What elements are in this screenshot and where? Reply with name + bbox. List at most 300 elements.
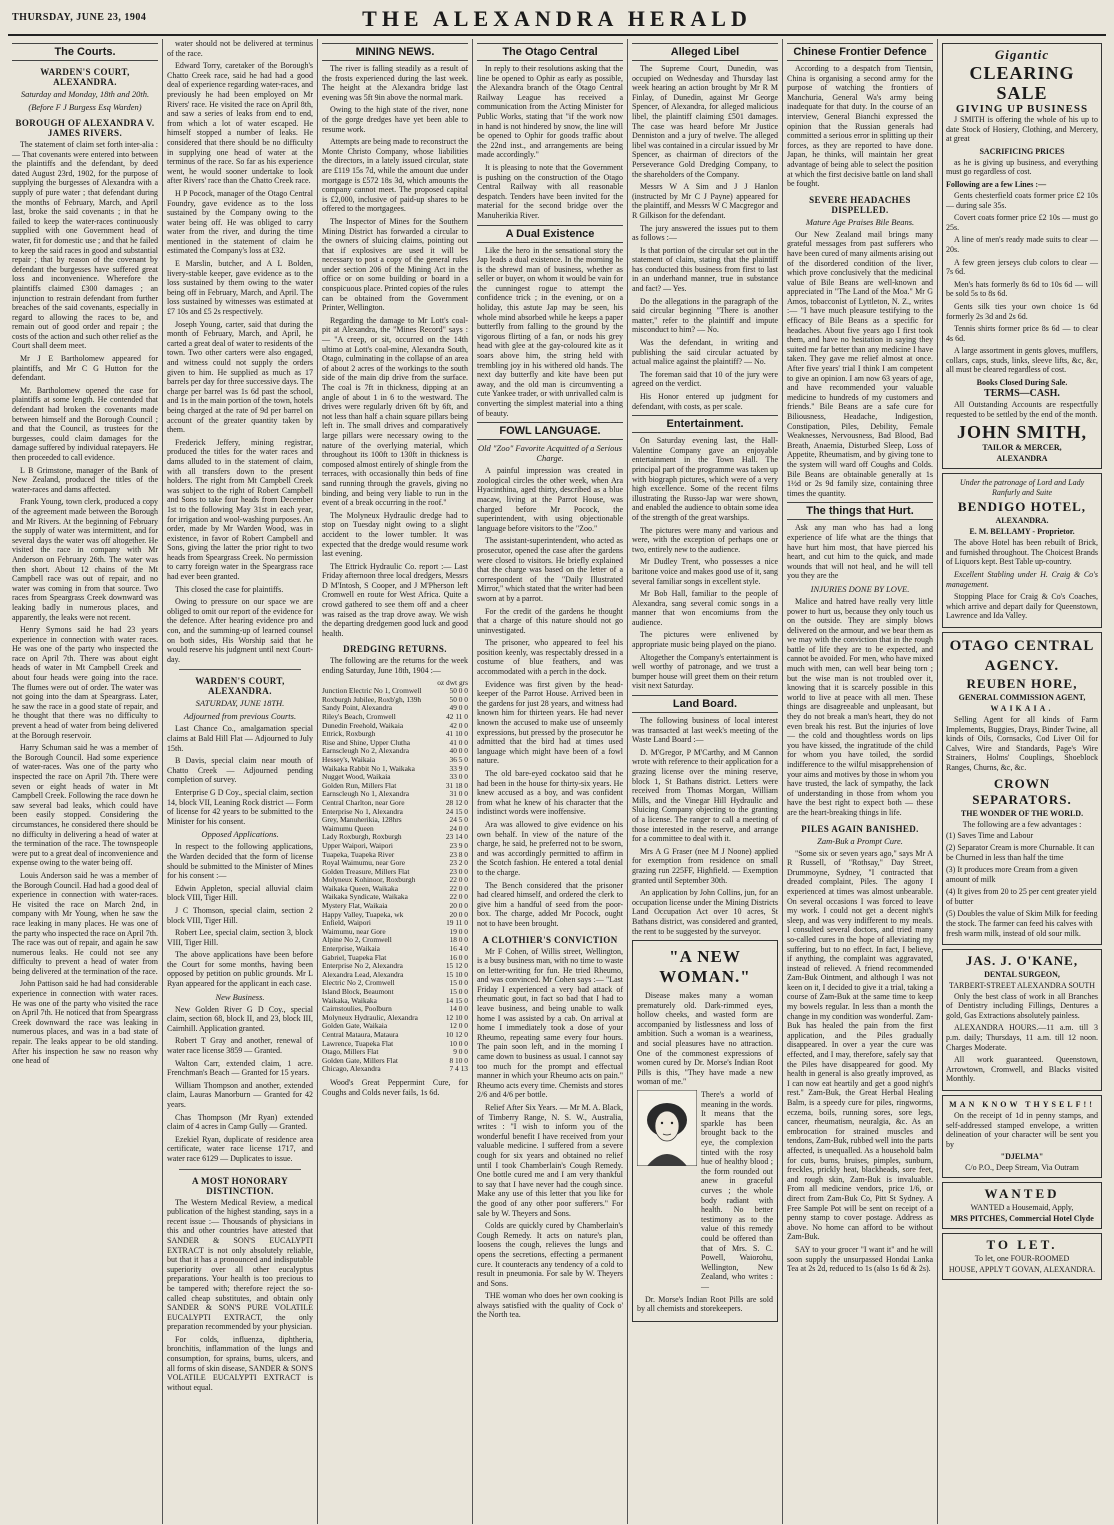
dredge-return: 10 12 0 [445,1030,468,1039]
article-paragraph: Do the allegations in the paragraph of the said circular beginning "There is another matter," refer to the plaintiff and impute misconduct to him? — No. [632,296,778,335]
table-row [322,1040,468,1049]
ad-paragraph: Only the best class of work in all Branches of Dentistry including Fillings, Dentures a gold, Gas Extractions absolutely painless. [946,991,1098,1020]
otago-central-agency-advertisement [942,632,1102,945]
table-row [322,971,468,980]
wardens-court-heading: WARDEN'S COURT, ALEXANDRA. [195,676,285,697]
table-row [322,825,468,834]
table-row [322,876,468,885]
dredge-return: 20 0 0 [449,910,468,919]
dredge-name: Gabriel, Tuapeka Flat [322,953,387,962]
article-paragraph: Mr. Bartholomew opened the case for plaintiffs at some length. He contended that defendant had broken the covenants made between himself and the Borough Council ; and that the Council, as trustees for the burgesses, could claim damages for the damage suffered by individual ratepayers. He then proceeded to call evidence. [12,385,158,462]
column-otago-central [473,39,628,1524]
article-paragraph: Harry Schuman said he was a member of the Borough Council. Had some experience of water-races. Was one of the party who inspected the race on April 7th. There were seven or eight heads of water in Mt Campbell Creek. Following the race down he saw several bad leaks, which could have been easily stopped. Considering the circumstances, he considered there should be no difficulty in delivering a head of water at the termination of the race. The townspeople were put to a great deal of inconvenience and expense owing to the water being off. [12,743,158,868]
ad-body [637,1090,773,1294]
article-paragraph: A painful impression was created in zoological circles the other week, when Ara Hyacinthina, aged thirty, described as a blue macaw, living at the Parrot House, was charged before Mr Pocock, the superintendent, with using objectionable language before visitors to the "Zoo." [477,466,623,533]
new-woman-title: "A NEW WOMAN." [659,947,751,987]
dredge-return: 16 4 0 [449,945,468,954]
dredge-return: 42 0 0 [449,721,468,730]
dredge-return: 19 11 0 [446,919,468,928]
dredge-name: Mystery Flat, Waikaia [322,902,388,911]
divider [179,669,301,670]
table-row [322,1022,468,1031]
article-paragraph: Owing to the high state of the river, none of the gorge dredges have yet been able to resume work. [322,105,468,134]
article-paragraph: Mr F Cohen, of Willis street, Wellington, is a busy business man, with no time to waste on letter-writing for fun. He tried Rheumo, and was convinced. Mr Cohen says :— "Last Friday I experienced a very bad attack of rheumatic gout, in fact so bad that I had to leave business, and being unable to walk home I was assisted by a cab. On arrival at home I immediately took a dose of your Rheumo, repeating same every four hours. The pain soon left, and in the morning I came down to business as usual. I cannot say too much for the prompt and effectual manner in which your Rheumo acts on pain." Rheumo acts every time. Chemists and stores 2/6 and 4/6 per bottle. [477,946,623,1100]
bendigo-hotel-advertisement [942,473,1102,628]
dredge-name: Alpine No 2, Cromwell [322,936,392,945]
dredge-name: Rise and Shine, Upper Clutha [322,738,411,747]
article-paragraph: E Marslin, butcher, and A L Bolden, livery-stable keeper, gave evidence as to the loss sustained by them owing to the water being off in February, March, and April. The loss sustained by witnesses was estimated at £7 10s and £5 2s respectively. [167,259,313,317]
to-let-line-1: To let, one FOUR-ROOMED [974,1254,1070,1264]
dredge-name: Junction Electric No 1, Cromwell [322,687,422,696]
table-row [322,945,468,954]
dredge-return: 33 9 0 [449,764,468,773]
dredge-name: Golden Gate, Millers Flat [322,1056,398,1065]
table-row [322,756,468,765]
article-paragraph: Joseph Young, carter, said that during the month of February, March, and April, he carted a great deal of water to residents of the town. Two other carters were also engaged, and witness could not supply the orders given to him. He supplied as much as 17 barrels per day for three successive days. The charge per barrel was 1s 6d past the school, and 1s in the main portion of the town, hotels being charged at the rate of 9d per barrel on account of the greater quantity taken by them. [167,319,313,435]
table-row [322,808,468,817]
dredge-name: Cairnstoulies, Poolburn [322,1005,392,1014]
ad-paragraph: Selling Agent for all kinds of Farm Implements, Buggies, Drays, Binder Twine, all kinds of Oils, Cornsacks, Cod Liver Oil for Calves, Wire and Standards, Page's Wire Strainers, Holms' Couplings, Shoeblock Ranges, Churns, &c, &c. [946,715,1098,772]
to-let-line-2: HOUSE, APPLY T GOVAN, ALEXANDRA. [948,1265,1096,1275]
dredge-return: 23 2 0 [449,859,468,868]
dredge-return: 36 5 0 [449,755,468,764]
article-paragraph: This closed the case for plaintiffs. [175,584,284,594]
column-courts [8,39,163,1524]
table-row [322,962,468,971]
table-row [322,696,468,705]
column-advertisements [938,39,1106,1524]
article-paragraph: Henry Symons said he had 23 years experience in connection with water races. He was one of the party who inspected the race on April 7th. There was about eight heads of water in Mt Campbell Creek and about four heads were going into the race. The flumes were out of order. The water was not going into the dam at Speargrass. Later, he saw the race in a good state of repair, and he thought that there was no difficulty to prevent a head of water from being delivered at the Borough reservoir. [12,625,158,740]
dredge-name: Central Mataura, Mataura [322,1030,399,1039]
things-that-hurt-heading: The things that Hurt. [787,502,933,520]
article-paragraph: Evidence was first given by the head-keeper of the Parrot House. Arrived been in the gardens for just 28 years, and witness had known him for thirteen years. He had never known the accused to make use of unseemly expressions, but pressed by the prosecutor he admitted that the bird had at times used language which might have been of a fowl nature. [477,679,623,766]
dredge-name: Enfield, Waipori [322,919,371,928]
peppermint-cure-ad: Wood's Great Peppermint Cure, for Coughs and Colds never fails, 1s 6d. [322,1077,468,1097]
article-paragraph: The Inspector of Mines for the Southern Mining District has forwarded a circular to the owners of sluicing claims, pointing out that if explosives are used it will be necessary to post a copy of the general rules under section 206 of the Mining Act in the office or on some building or board in a conspicuous place. Printed copies of the rules can be obtained from the Government Printer, Wellington. [322,216,468,313]
article-paragraph: The assistant-superintendent, who acted as prosecutor, opened the case after the gardens were closed to visitors. He briefly explained that the charge was based on the letter of a correspondent of the "Daily Illustrated Mirror," which stated that the writer had been sworn at by a parrot. [477,536,624,603]
dredge-return: 12 0 0 [449,1022,468,1031]
column-chinese-frontier [783,39,938,1524]
dredge-name: Tuapeka, Tuapeka River [322,850,395,859]
books-closed: Books Closed During Sale. [976,378,1068,388]
article-paragraph: Ezekiel Ryan, duplicate of residence area certificate, water race license 1717, and water race 6129 — Duplicates to issue. [167,1134,313,1163]
article-paragraph: The Ettrick Hydraulic Co. report :— Last Friday afternoon three local dredgers, Messrs D M'Intosh, S Cooper, and J M'Pherson left Cromwell en route for West Africa. Quite a crowd gathered to see them off and a cheer was raised as the trap drove away. We wish the departing dredgemen good luck and good health. [322,561,468,638]
table-row [322,893,468,902]
waikaia-label: WAIKAIA. [990,704,1054,713]
table-row [322,739,468,748]
table-row [322,988,468,997]
article-paragraph: Like the hero in the sensational story the Jap leads a dual existence. In the morning he is the shrewd man of business, whether as seller or buyer, on whom it would be vain for the cunningest rogue to attempt the confidence trick ; in the evening, or on a holiday, this astute Jap may be seen, his whole mind absorbed while he keeps a paper butterfly from falling to the ground by the vigorous flirting of a fan, or nods his grey head with glee at the gay-coloured kite as it soars above him, the string held with trembling joy in his withered old hands. The next day butterfly and kite have been put away, and the old man is circumventing a cute Yankee trader, or with unrivalled calm is converting the simplest material into a thing of beauty. [477,245,623,418]
table-row [322,885,468,894]
ad-paragraph: All Outstanding Accounts are respectfully requested to be settled by the end of the month. [946,400,1098,419]
article-paragraph: For the credit of the gardens he thought that a charge of this nature should not go uninvestigated. [477,606,623,635]
dredge-return: 23 8 0 [449,850,468,859]
dredge-return: 22 0 0 [449,893,468,902]
courts-subheading: WARDEN'S COURT, ALEXANDRA. [40,67,130,87]
table-row [322,1014,468,1023]
table-row [322,842,468,851]
dredge-name: Golden Treasure, Millers Flat [322,867,410,876]
table-row [322,911,468,920]
article-paragraph: SAY to your grocer "I want it" and he will soon supply the unsurpassed Hondai Lanka Tea at 2s 2d, reduced to 1s (also 1s 6d & 2s). [787,1244,933,1274]
dredge-name: Enterprise No 2, Alexandra [322,962,403,971]
article-paragraph: water should not be delivered at terminus of the race. [167,39,313,58]
dredge-return: 9 0 0 [453,1048,468,1057]
dredge-name: Molyneux Hydraulic, Alexandra [322,1013,418,1022]
injuries-by-love-subheading: INJURIES DONE BY LOVE. [810,583,910,594]
dredge-name: Earnscleugh No 1, Alexandra [322,790,410,799]
article-paragraph: New Golden River G D Coy., special claim, section 68, block II, and 23, block III, Cairnhill. Application granted. [167,1004,313,1033]
entertainment-heading: Entertainment. [632,415,778,433]
masthead [8,4,1106,36]
dredge-return: 50 0 0 [449,695,468,704]
djelma-name: "DJELMA" [1000,1152,1044,1162]
article-paragraph: Mr J E Bartholomew appeared for plaintiffs, and Mr C G Hutton for the defendant. [12,354,158,383]
advantage-item: (2) Separator Cream is more Churnable. It can be Churned in less than half the time [946,842,1095,862]
dredge-return: 41 10 0 [445,730,468,739]
alleged-libel-heading: Alleged Libel [632,43,778,61]
article-paragraph: D. M'Gregor, P M'Carthy, and M Cannon wrote with reference to their application for a grazing license over the mining reserve, block 1, St Bathans district. Letters were received from Thomas Morgan, William Mills, and the Vinegar Hill Hydraulic and Sluicing Company objecting to the granting of a license. The ranger to call a meeting of those interested in the reserve, and arrange for a committee to deal with it. [632,747,778,844]
dredge-return: 31 18 0 [445,781,468,790]
dredge-name: Waikaka Queen, Waikaka [322,884,399,893]
table-row [322,799,468,808]
article-paragraph: Mrs A G Fraser (nee M J Noone) applied for exemption from residence on small grazing run 225FF, Highfield. — Exemption granted until September 30th. [632,846,778,885]
article-paragraph: THE woman who does her own cooking is always satisfied with the quality of Cock o' the North tea. [477,1291,623,1320]
article-paragraph: Colds are quickly cured by Chamberlain's Cough Remedy. It acts on nature's plan, loosens the cough, relieves the lungs and opens the secretions, effecting a permanent cure. It counteracts any tendency of a cold to result in pneumonia. For sale by W. Theyers and Sons. [477,1221,623,1288]
issue-date: THURSDAY, JUNE 23, 1904 [12,12,147,23]
article-paragraph: Messrs W A Sim and J J Hanlon (instructed by Mr C J Payne) appeared for the plaintiff, and Messrs W C Macgregor and R Gilkison for the defendant. [632,182,778,220]
ad-paragraph: J SMITH is offering the whole of his up to date Stock of Hosiery, Clothing, and Mercery, at great [946,115,1098,144]
dredge-return: 15 0 0 [449,988,468,996]
article-paragraph: Mr Dudley Trent, who possesses a nice baritone voice and makes good use of it, sang several familiar songs in excellent style. [632,557,778,586]
article-paragraph: H P Pocock, manager of the Otago Central Foundry, gave evidence as to the loss sustained by the Company owing to the water being off. He was obliged to carry water from the river, and during the time mentioned in the statement of claim he estimated the Company's loss at £32. [167,188,313,256]
table-row [322,979,468,988]
dredge-name: Waikaka Rabbit No 1, Waikaka [322,764,415,773]
article-paragraph: The pictures were many and various and were, with the exception of perhaps one or two, entirely new to the audience. [632,525,778,554]
dredge-name: Grey, Manuherikia, 128hrs [322,816,402,825]
advantage-item: (3) It produces more Cream from a given amount of milk [946,864,1078,884]
table-row [322,954,468,963]
dredge-name: Nugget Wood, Waikaia [322,773,391,782]
table-row [322,859,468,868]
piles-subheading: Zam-Buk a Prompt Cure. [817,835,903,846]
john-smith-name: JOHN SMITH, [956,422,1087,443]
table-row [322,730,468,739]
dredge-return: 12 10 0 [445,1013,468,1022]
ad-paragraph: Stopping Place for Craig & Co's Coaches, which arrive and depart daily for Queenstown, Lawrence and Ida Valley. [946,592,1098,621]
article-paragraph: Relief After Six Years. — Mr M. A. Black, of Timberry Range, N. S. W., Australia, writes : "I wish to inform you of the wonderful benefit I have received from your valuable medicine. I suffered from a severe cough for six years and obtained no relief until I took Chamberlain's Cough Remedy. One bottle cured me and I am very thankful to say that I have never had the cough since. Make any use of this letter that you like for the good of any other poor sufferers." For sale by W. Theyers and Sons. [477,1103,623,1218]
new-business-heading: New Business. [215,991,265,1002]
dredge-return: 15 0 0 [449,979,468,988]
article-paragraph: Our New Zealand mail brings many grateful messages from past sufferers who have been cured of many ailments arising out of the disordered condition of the liver, which prove conclusively that the medicinal value of Bile Beans are well-known and appreciated in "The Land of the Moa." Mr G Amos, tobacconist of Lyttleton, N. Z., writes :— "I have much pleasure testifying to the efficacy of Bile Beans as a specific for headaches. About five years ago I first took them, and have no hesitation in saying they suited me far better than any medicine I have taken. They gave me relief almost at once. After five years' trial I think I am competent to give an opinion. I am now 63 years of age, and have recommended your valuable medicine to hundreds of my customers and friends." Bile Beans are a safe cure for Biliousness, Headache, Indigestion, Constipation, Piles, Debility, Female Weaknesses, Nervousness, Bad Blood, Bad Breath, Anaemia, Disturbed Sleep, Loss of Appetite, Rheumatism, and by giving tone to the system will ward off Coughs and Colds. Bile Beans are obtainable generally at 1s 1½d or 2s 9d family size, containing three times the quantity. [787,229,933,498]
ad-paragraph: as he is giving up business, and everything must go regardless of cost. [946,157,1098,177]
dredge-return: 16 0 0 [449,953,468,962]
sale-line: Gents chesterfield coats former price £2 10s — during sale 35s. [946,190,1098,210]
dredging-returns-table [322,679,468,1074]
table-row [322,936,468,945]
dredge-name: Sandy Point, Alexandra [322,704,392,713]
article-paragraph: John Pattison said he had had considerable experience in connection with water races. He was one of the party who visited the race on April 7th. He noticed that from Speargrass Creek downward the race was leaking in numerous places, and was in a bad state of repair. The leaks appear to be old standing. After his inspection he saw no reason why one head of [12,979,158,1066]
table-row [322,747,468,756]
table-row [322,997,468,1006]
ad-paragraph: Dr. Morse's Indian Root Pills are sold by all chemists and storekeepers. [637,1294,773,1314]
commission-agent: GENERAL COMMISSION AGENT, [958,693,1086,702]
wanted-advertisement [942,1182,1102,1229]
wardens-court-date: SATURDAY, JUNE 18TH. [195,698,285,709]
article-paragraph: The Molyneux Hydraulic dredge had to stop on Tuesday night owing to a slight accident to the lower tumbler. It was expected that the dredge would resume work last evening. [322,510,468,559]
dredge-name: Royal Waimumu, near Gore [322,859,406,868]
know-thyself-advertisement [942,1095,1102,1178]
smith-town: ALEXANDRA [996,454,1048,464]
column-mining-news [318,39,473,1524]
fowl-language-heading: FOWL LANGUAGE. [477,422,623,440]
article-paragraph: Owing to pressure on our space we are obliged to omit our report of the evidence for the defence. After hearing evidence pro and con, and the summing-up of learned counsel on both sides, His Worship said that he would reserve his judgment until next Court-day. [167,597,313,664]
table-row [322,790,468,799]
table-row [322,1048,468,1057]
dredge-name: Island Block, Beaumont [322,988,394,996]
table-row [322,868,468,877]
pitches-name: MRS PITCHES, Commercial Hotel Clyde [950,1214,1094,1224]
chinese-frontier-heading: Chinese Frontier Defence [787,43,933,61]
table-row [322,713,468,722]
know-thyself-title: MAN KNOW THYSELF!! [949,1099,1095,1109]
wonder-of-world: THE WONDER OF THE WORLD. [960,808,1084,818]
article-paragraph: Altogether the Company's entertainment is well worthy of patronage, and we trust a bumper house will greet them on their return visit next Saturday. [632,652,778,691]
wardens-court-note: Adjourned from previous Courts. [183,711,297,722]
article-paragraph: Edward Torry, caretaker of the Borough's Chatto Creek race, said he had had a good deal of experience regarding water-races, and previously he had been employed on Mr Rivers' race. He visited the race on April 8th, and saw a series of leaks from end to end, from which a lot of water escaped. He himself stopped a number of leaks. He considered that there should be no difficulty in supplying one head of water at the terminus of the race. So far as his experience went, he would sooner undertake to look after Rivers' race than the Chatto Creek race. [167,61,313,186]
dredge-return: 20 0 0 [449,902,468,911]
dredge-return: 49 0 0 [449,704,468,713]
new-woman-advertisement [632,940,778,1322]
reuben-hore-name: REUBEN HORE, [966,676,1078,691]
dredge-name: Hessey's, Waikaia [322,755,376,764]
article-paragraph: The old bare-eyed cockatoo said that he had been in the house for thirty-six years. He knew accused as a boy, and was confident from what he knew of his character that the indistinct words were inoffensive. [477,769,623,817]
dredge-name: Enterprise, Waikaia [322,945,380,954]
table-row [322,704,468,713]
to-let-advertisement [942,1233,1102,1280]
dredge-name: Waimumu, near Gore [322,927,386,936]
table-row [322,1065,468,1074]
ad-paragraph: All work guaranteed. Queenstown, Arrowtown, Cromwell, and Blacks visited Monthly. [946,1055,1098,1084]
okane-street: TARBERT-STREET ALEXANDRA SOUTH [949,980,1095,990]
column-courts-continued [163,39,318,1524]
dredge-return: 28 12 0 [445,798,468,807]
article-paragraph: Frederick Jeffery, mining registrar, produced the titles for the water races and dams alluded to in the statement of claim, with all transfers down to the present holders. The right from Mt Campbell Creek was subject to the right of Robert Campbell and Sons to take four heads from December 1st to the following May 31st in each year, for irrigation and wool-washing purposes. An order, made by Mr Warden Wood, was in existence, in favor of Robert Campbell and Sons, giving the latter the prior right to two heads from Speargrass Creek. No permission to carry foreign water in the Speargrass race had ever been granted. [167,437,313,582]
dredge-return: 33 0 0 [449,773,468,782]
dredge-return: 41 0 0 [449,738,468,747]
article-paragraph: In respect to the following applications, the Warden decided that the form of license should be submitted to the Minister of Mines for his consent :— [167,842,313,881]
dredge-return: 40 0 0 [449,747,468,756]
courts-heading: The Courts. [12,43,158,61]
sale-line: A line of men's ready made suits to clear — 20s. [946,235,1098,254]
table-row [322,687,468,696]
sacrificing-prices: SACRIFICING PRICES [979,146,1065,156]
bellamy-proprietor: E. M. BELLAMY - Proprietor. [969,527,1075,537]
ad-paragraph: Disease makes many a woman prematurely old. Dark-rimmed eyes, hollow cheeks, and wasted form are accompanied by listlessness and loss of ambition. Such a woman is a weariness, and social pleasures have no attraction. One of the commonest expressions of women cured by Dr. Morse's Indian Root Pills is this, "They have made a new woman of me." [637,991,773,1087]
article-paragraph: Malice and hatred have really very little power to hurt us, because they only touch us on the outside. They are simply blows delivered on the armour, and we bear them as we may with the conviction that in the rough battle of life they are to be expected, and cannot be avoided. For men, who have mixed much with men, can well bear being torn ; but the wise man is not troubled over it, knowing that it is scarcely possible in this world to live at peace with all men. These things are disagreeable and unpleasant, but they do not break a man's heart, they do not even break his rest. But the injuries of love — the cold and thoughtless words on lips you have kissed, the ingratitude of the child for whom you have toiled, the sordid indifference to the wilful misapprehension of your aims and motives by those in whom you have trusted, the lack of sympathy, the lack of understanding in those from whom you have the best right to expect both — these are the heart-breaking things in life. [787,596,933,817]
clothiers-conviction-heading: A CLOTHIER'S CONVICTION [482,934,618,945]
sale-line: Tennis shirts former price 8s 6d — to clear 4s 6d. [946,324,1098,343]
woman-portrait-image [637,1090,697,1166]
headaches-heading: SEVERE HEADACHES DISPELLED. [809,194,911,215]
giving-up-business: GIVING UP BUSINESS [955,103,1089,115]
dredge-return: 22 0 0 [449,884,468,893]
table-row [322,851,468,860]
gigantic-label: Gigantic [994,47,1050,62]
article-paragraph: The foreman said that 10 of the jury were agreed on the verdict. [632,369,778,389]
following-lines: Following are a few Lines :— [946,179,1047,189]
columns [8,39,1106,1524]
land-board-heading: Land Board. [632,695,778,713]
column-alleged-libel [628,39,783,1524]
article-paragraph: The Bench considered that the prisoner had cleared himself, and ordered the clerk to give him a handful of seed from the poor-box. The charge, added Mr Pocock, ought not to have been brought. [477,880,623,928]
opposed-applications-heading: Opposed Applications. [201,829,279,840]
article-paragraph: Robert T Gray and another, renewal of water race license 3859 — Granted. [167,1036,313,1056]
dredge-return: 50 0 0 [449,687,468,696]
clearing-sale-title: CLEARING SALE [969,63,1075,103]
fowl-language-subheading: Old "Zoo" Favorite Acquitted of a Serious Charge. [478,443,622,464]
table-row [322,773,468,782]
article-paragraph: The jury answered the issues put to them as follows :— [632,223,778,243]
dredge-return: 31 0 0 [449,790,468,799]
dredge-name: Happy Valley, Tuapeka, wk [322,910,404,919]
advantages-intro: The following are a few advantages : [962,819,1082,829]
article-paragraph: William Thompson and another, extended claim, Lauras Manorburn — Granted for 42 years. [167,1080,313,1109]
dredge-return: 19 0 0 [449,927,468,936]
article-paragraph: Chas Thompson (Mr Ryan) extended claim of 4 acres in Camp Gully — Granted. [167,1112,313,1132]
article-paragraph: L B Grimstone, manager of the Bank of New Zealand, produced the titles of the water-races and dams affected. [12,465,158,494]
terms-cash: TERMS—CASH. [984,388,1060,400]
otago-agency-title: OTAGO CENTRAL AGENCY. [949,638,1095,674]
dredge-name: Molyneux Kohinoor, Roxburgh [322,876,416,885]
ad-paragraph: Excellent Stabling under H. Craig & Co's management. [946,570,1098,589]
ad-paragraph: ALEXANDRA HOURS.—11 a.m. till 3 p.m. daily; Thursdays, 11 a.m. till 12 noon. Charges Moderate. [946,1023,1098,1052]
dredge-name: Upper Waipori, Waipori [322,841,393,850]
ad-paragraph: On the receipt of 1d in penny stamps, and self-addressed stamped envelope, a written delineation of your character will be sent you by [946,1110,1098,1149]
article-paragraph: Louis Anderson said he was a member of the Borough Council. Had had a good deal of experience in connection with water-races. He visited the race on March 2nd, in company with Mr Young, when he saw the race leaking in many places. He was one of the party who inspected the race on April 7th. The race was out of repair, and again he saw numerous leaks. He could not see any difficulty to prevent a head of water from being delivered at the termination of the race. [12,870,158,976]
article-paragraph: J C Thomson, special claim, section 2 block VIII, Tiger Hill. [167,905,313,925]
honorary-distinction-heading: A MOST HONORARY DISTINCTION. [191,1175,289,1196]
article-paragraph: Mr Bob Hall, familiar to the people of Alexandra, sang several comic songs in a manner that won encomiums from the audience. [632,589,778,627]
advantage-item: (5) Doubles the value of Skim Milk for feeding the stock. The farmer can feed his calves with fresh warm milk, instead of old sour milk. [946,908,1098,938]
dredge-return: 42 11 0 [446,713,468,721]
dredge-name: Dunedin Freehold, Waikaia [322,721,404,730]
article-paragraph: The river is falling steadily as a result of the frosts experienced during the last week. The height at the Alexandra bridge last evening was 5ft 9in above the normal mark. [322,64,468,102]
dredge-return: 15 10 0 [445,970,468,979]
dredge-return: 14 0 0 [449,1005,468,1014]
table-row [322,765,468,774]
sale-line: A few green jerseys club colors to clear — 7s 6d. [946,257,1098,277]
dredge-name: Ettrick, Roxburgh [322,730,376,739]
article-paragraph: Last Chance Co., amalgamation special claims at Bald Hill Flat — Adjourned to July 15th. [167,724,313,753]
dredging-returns-intro: The following are the returns for the week ending Saturday, June 18th, 1904 :— [322,656,468,676]
dredge-return: 15 12 0 [445,962,468,971]
dredge-name: Otago, Millers Flat [322,1048,379,1057]
table-row [322,928,468,937]
table-row [322,1031,468,1040]
dredge-return: 7 4 13 [449,1065,468,1074]
mining-news-heading: MINING NEWS. [322,43,468,61]
dredge-name: Lady Roxburgh, Roxburgh [322,833,402,842]
article-paragraph: Ara was allowed to give evidence on his own behalf. In view of the nature of the charge, he said, he preferred not to be sworn, and was accordingly permitted to affirm in the Scotch fashion. He entered a total denial to the charge. [477,819,623,877]
dredge-name: Waikaka Syndicate, Waikaka [322,893,408,902]
dentist-advertisement [942,949,1102,1091]
article-paragraph: The statement of claim set forth inter-alia :— That covenants were entered into between the plaintiffs and the defendant, by deed dated August 23rd, 1902, for the purpose of supplying the burgesses of Alexandra with a supply of pure water ; that defendant during the months of February, March, and April last, broke the said covenants ; in that he failed to keep the water-races continuously supplied with one Government head of water, fit for domestic use ; and that he failed to keep the said races in good and substantial repair ; that by reason of the covenant by defendant the burgesses have suffered great loss and inconvenience. Wherefore the plaintiffs claimed £300 damages ; an injunction to restrain defendant from further breaches of the said covenants, especially in regard to allowing the races to be, and remain out of good order and repair ; the costs of the action and such other relief as the Court shall deem meet. [12,140,158,351]
article-paragraph: The following business of local interest was transacted at last week's meeting of the Waste Land Board :— [632,716,778,745]
wanted-text: WANTED a Housemaid, Apply, [970,1203,1074,1213]
clearing-sale-advertisement [942,43,1102,469]
dredge-return: 8 10 0 [449,1056,468,1065]
table-row [322,833,468,842]
dredge-return: 23 0 0 [449,867,468,876]
djelma-address: C/o P.O., Deep Stream, Via Outram [965,1163,1079,1173]
article-paragraph: His Honor entered up judgment for defendant, with costs, as per scale. [632,392,778,411]
table-row [322,722,468,731]
wanted-title: WANTED [984,1186,1060,1202]
dredge-return: 24 5 0 [449,816,468,825]
article-paragraph: The Western Medical Review, a medical publication of the highest standing, says in a recent issue :— Thousands of physicians in this and other countries have attested that SANDER & SON'S EUCALYPTI EXTRACT is not only absolutely reliable, but that it has a pronounced and indisputable superiority over all other eucalyptus preparations. Your health is too precious to be tampered with; therefore reject the so-called cheap substitutes, and obtain only SANDER & SON'S PURE VOLATILE EUCALYPTI EXTRACT, the only preparation recommended by your physician. [167,1197,313,1332]
article-paragraph: B Davis, special claim near mouth of Chatto Creek — Adjourned pending completion of survey. [167,756,313,785]
article-paragraph: "Some six or seven years ago," says Mr A R Russell, of "Rothsay," Day Street, Drummoyne, Sydney, "I contracted that dreaded complaint, Piles. The agony I experienced at times was almost unbearable. On several occasions I was forced to leave my work. I could not get a decent night's sleep, and was very indifferent to my meals. I consulted several doctors, and tried many so-called cures in the hope of alleviating my suffering, but to no effect. In fact, I believe, if anything, the complaint was aggravated, instead of relieved. A friend recommended Zam-Buk Ointment, and although I was not keen on it, I decided to give it a trial, taking a course of Zam-Buk at the same time to keep my bowels regular. In less than a month the change in my condition was wonderful. Zam-Buk has healed the pain from the first application, and the Piles gradually disappeared. In over a year the cure was effected, and I may, therefore, safely say that the Piles have disappeared for good. My health in general is also greatly improved, as I can now eat heartily and get a good night's rest." Zam-Buk, the Great Herbal Healing Balm, is a speedy cure for piles, ringworms, eczema, boils, running sores, sore legs, cancer, rheumatism, neuralgia, &c. As an embrocation for strained muscles and tendons, Zam-Buk, rubbed well into the parts affected, is unequalled. As a household balm for cuts, burns, bruises, pimples, sunburn, freckles, prickly heat, blackheads, sore feet, and rough skin, Zam-Buk is invaluable. From all medicine vendors, price 1/6, or direct from Zam-Buk Co, Pitt St Sydney. A Free Sample Pot will be sent on receipt of a penny stamp to cover postage. Address as above. No home can afford to be without Zam-Buk. [787,848,933,1242]
okane-name: JAS. J. O'KANE, [965,952,1079,968]
crown-separators-title: CROWN SEPARATORS. [972,775,1072,807]
dredge-name: Central Charlton, near Gore [322,798,405,807]
article-paragraph: The above applications have been before the Court for some months, having been opposed by petition on public grounds. Mr L Ryan appeared for the applicant in each case. [167,950,313,989]
article-paragraph: Robert Lee, special claim, section 3, block VIII, Tiger Hill. [167,928,313,947]
newspaper-title: THE ALEXANDRA HERALD [362,6,752,31]
dredge-name: Alexandra Lead, Alexandra [322,970,404,979]
dredge-return: 23 14 0 [445,833,468,842]
sale-line: A large assortment in gents gloves, mufflers, collars, caps, studs, links, sleeve lifts, &c, &c, all must be cleared regardless of cost. [946,346,1098,375]
ad-paragraph: There's a world of meaning in the words. It means that the sparkle has been brought back to the eye, the complexion tinted with the rosy hue of healthy blood ; the form rounded out anew in graceful curves ; the whole body radiant with health. No better testimony as to the value of this remedy could be offered than that of Mrs. S. C. Powell, Waiorohu, Wellington, New Zealand, who writes :— [701,1090,773,1291]
advantage-item: (4) It gives from 20 to 25 per cent greater yield of butter [946,886,1097,906]
table-row [322,1057,468,1066]
courts-before: (Before F J Burgess Esq Warden) [28,102,142,112]
table-header: oz dwt grs [437,678,468,687]
article-paragraph: Was the defendant, in writing and publishing the said circular actuated by actual malice against the plaintiff? — No. [632,338,778,367]
dual-existence-heading: A Dual Existence [477,225,623,243]
dredge-name: Electric No 2, Cromwell [322,979,395,988]
table-row [322,816,468,825]
tailor-mercer: TAILOR & MERCER, [982,443,1062,453]
article-paragraph: On Saturday evening last, the Hall-Valentine Company gave an enjoyable entertainment in the Town Hall. The principal part of the programme was taken up with biograph pictures, which were of a very high excellence. Some of the recent films illustrating the Russo-Jap war were shown, and enabled the audience to obtain some idea of the strength of the great warships. [632,436,778,522]
dredge-return: 18 0 0 [449,936,468,945]
article-paragraph: The prisoner, who appeared to feel his position keenly, was respectably dressed in a costume of blue feathers, and was accommodated with a perch in the dock. [477,638,623,677]
article-paragraph: In reply to their resolutions asking that the line be opened to Ophir as early as possible, the Alexandra branch of the Otago Central Railway League has received a communication from the Acting Minister for Public Works, stating that "if the work now in hand is not hindered by snow, the line will be opened to Ophir for goods traffic about the 22nd inst., and arrangements are being made accordingly." [477,64,623,160]
dredge-name: Waikaka, Waikaka [322,996,377,1005]
table-row [322,919,468,928]
article-paragraph: The Supreme Court, Dunedin, was occupied on Wednesday and Thursday last week hearing an action brought by Mr R M Finlay, of Dunedin, against Mr George Spencer, of Alexandra, for alleged malicious libel, the plaintiff claiming £501 damages. The case was heard before Mr Justice Denniston and a jury of twelve. The alleged libel was contained in a circular issued by Mr Spencer, as chairman of directors of the Perseverance Gold Dredging Company, to the shareholders of the Company. [632,64,778,179]
divider [179,1169,301,1170]
dental-surgeon: DENTAL SURGEON, [984,969,1060,979]
table-row [322,1005,468,1014]
ad-paragraph: The above Hotel has been rebuilt of Brick, and furnished throughout. The Choicest Brands of Liquors kept. Best Table up-country. [946,538,1098,567]
dredge-name: Chicago, Alexandra [322,1065,381,1074]
sale-line: Covert coats former price £2 10s — must go 25s. [946,213,1098,232]
headaches-subheading: Mature Age Praises Bile Beans. [805,216,915,227]
article-paragraph: Enterprise G D Coy., special claim, section 14, block VII, Leaning Rock district — Form of license for 42 years to be submitted to the Minister for his consent. [167,787,313,826]
article-paragraph: Attempts are being made to reconstruct the Monte Christo Company, whose liabilities the directors, in a lately issued circular, state are £119 15s 7d, while the amount due under mortgage is £572 18s 3d, which amounts the company cannot meet. The proposed capital is £2,000, inclusive of paid-up shares to be offered to the mortgagees. [322,137,468,214]
article-paragraph: Regarding the damage to Mr Lott's coal-pit at Alexandra, the "Mines Record" says :— "A creep, or sit, occurred on the 14th ultimo at Lott's coal-mine, Alexandra South, Otago, culminating in the collapse of an area of about 2 acres of the workings to the south side of the main dip drive from the surface. The coal is 7ft in thickness, dipping at an angle of about 1 in 6 to the westward. The drives were regularly driven 6ft by 6ft, and not less than half a chain square pillars being left in. The small drives and comparatively large pillars were necessary owing to the nature of the overlying material, which throughout its 100ft to 130ft in thickness is composed almost entirely of shingle from the terraces, with occasionally thin beds of fine sand running through the gravels, giving no binding, and being very liable to run in the event of a break occurring in the roof." [322,315,468,508]
otago-central-heading: The Otago Central [477,43,623,61]
dredge-return: 23 9 0 [449,841,468,850]
dredge-name: Golden Gate, Waikaia [322,1022,388,1031]
sale-line: Men's hats formerly 8s 6d to 10s 6d — will be sold 5s to 8s 6d. [946,279,1098,299]
dredge-name: Riley's Beach, Cromwell [322,713,396,721]
dredge-return: 14 15 0 [445,996,468,1005]
article-paragraph: An application by John Collins, jun, for an occupation license under the Mining Districts Land Occupation Act over 10 acres, St Bathans district, was considered and granted, the rent to be suggested by the surveyor. [632,888,778,936]
dredge-return: 24 0 0 [449,824,468,833]
